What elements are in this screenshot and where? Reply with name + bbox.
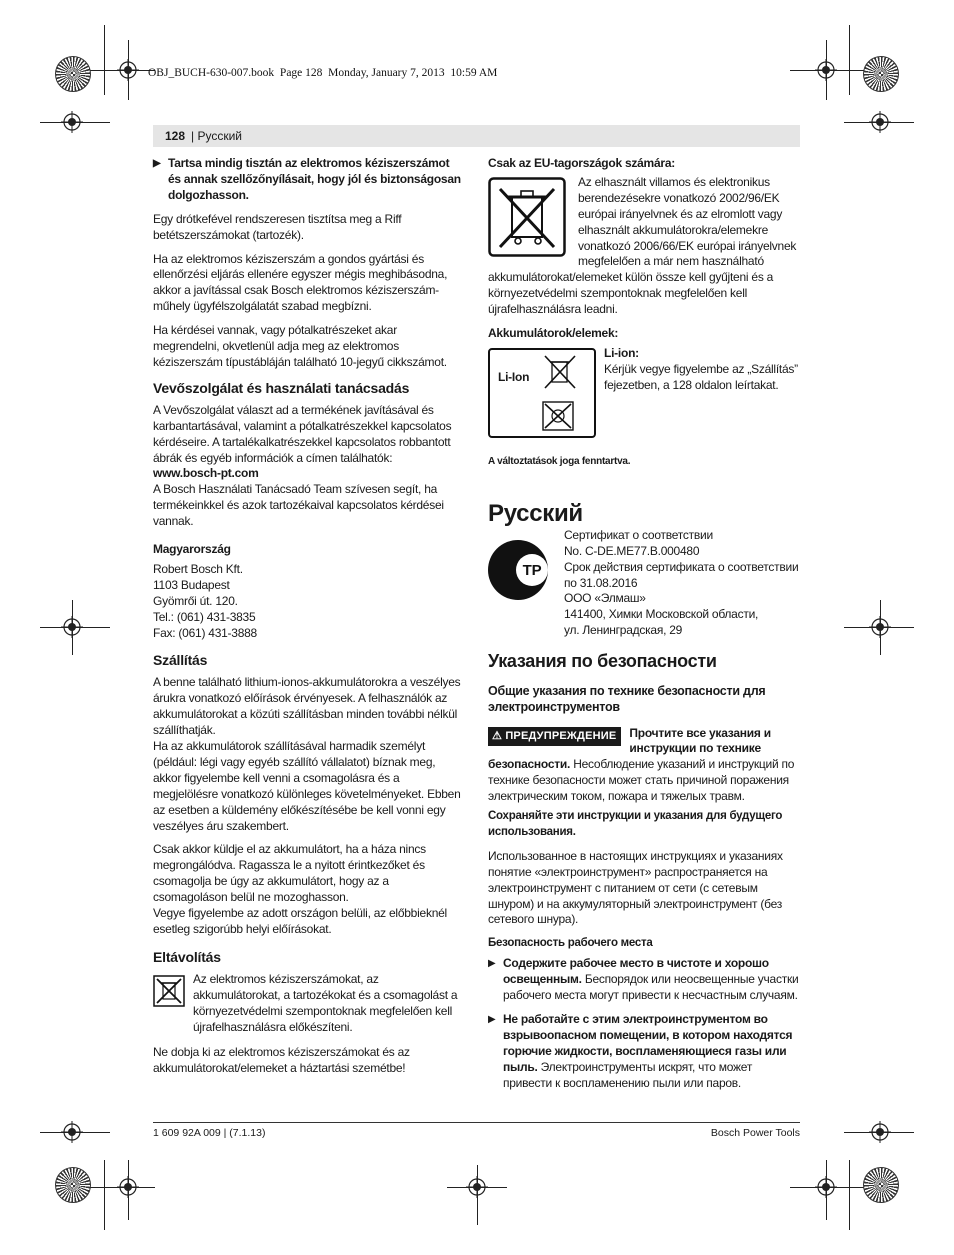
paragraph: Csak akkor küldje el az akkumulátort, ha a háza nincs megrongálódva. Ragassza le a nyitott érintkezőket és csomagolja be úgy az akkumulátort, hogy az a csomagoláson belül ne mozoghasson. — [153, 842, 426, 905]
disposal-block — [153, 972, 465, 1036]
registration-mark-icon — [466, 1176, 488, 1198]
warning-badge: ⚠ ПРЕДУПРЕЖДЕНИЕ — [488, 727, 621, 747]
list-item: ▶ Tartsa mindig tisztán az elektromos kéziszerszámot és annak szellőzőnyílásait, hogy jól és biztonságosan dolgozhasson. — [153, 156, 461, 202]
registration-mark-icon — [117, 59, 139, 81]
page-header — [153, 125, 800, 147]
registration-mark-icon — [815, 59, 837, 81]
website-link[interactable]: www.bosch-pt.com — [153, 466, 259, 481]
color-target-icon — [55, 56, 91, 92]
paragraph: Az elhasznált villamos és elektronikus berendezésekre vonatkozó 2002/96/EK európai irányelvnek és az elromlott vagy elhasznált akkumulátorokra/elemekre vonatkozó 2006/66/EK európai irányelvnek megfelelően a már nem használható akkumulátorokat/elemeket külön össze kell gyűjteni és a környezetvédelmi szempontoknak megfelelően kell újrafelhasználásra leadni. — [488, 174, 797, 317]
address-line: Robert Bosch Kft. — [153, 561, 243, 576]
subsection-heading: Общие указания по технике безопасности для электроинструментов — [488, 683, 766, 714]
svg-text:ТР: ТР — [522, 561, 542, 579]
crossed-bin-icon — [540, 353, 580, 393]
arrow-right-icon: ▶ — [488, 958, 496, 970]
footer-divider — [153, 1122, 800, 1123]
page-number: 128 — [165, 129, 186, 143]
registration-mark-icon — [61, 616, 83, 638]
paragraph: Kérjük vegye figyelembe az „Szállítás” fejezetben, a 128 oldalon leírtakat. — [604, 361, 798, 392]
registration-mark-icon — [869, 1121, 891, 1143]
registration-mark-icon — [869, 616, 891, 638]
color-target-icon — [55, 1167, 91, 1203]
subsection-heading: Akkumulátorok/elemek: — [488, 326, 619, 341]
section-heading: Vevőszolgálat és használati tanácsadás — [153, 379, 410, 396]
certificate-block — [488, 528, 800, 640]
warning-paragraph: ⚠ ПРЕДУПРЕЖДЕНИЕ Прочтите все указания и инструкции по технике безопасности. Несоблюдение указаний и инструкций по технике безопасности может стать причиной поражения электрическим током, пожара и тяжелых травм. — [488, 725, 795, 804]
address-line: 1103 Budapest — [153, 577, 230, 592]
list-item: ▶ Содержите рабочее место в чистоте и хорошо освещенным. Беспорядок или неосвещенные участки рабочего места могут привести к несчастным случаям. — [488, 956, 799, 1003]
subsection-heading: Безопасность рабочего места — [488, 937, 653, 950]
certificate-text: Сертификат о соответствии No. C-DE.ME77.B.000480 Срок действия сертификата о соответствии по 31.08.2016 ООО «Элмаш» 141400, Химки Московской области, ул. Ленинградская, 29 — [564, 527, 799, 638]
weee-crossed-bin-icon — [488, 177, 566, 257]
registration-mark-icon — [61, 111, 83, 133]
liion-heading: Li-ion: — [604, 345, 639, 360]
rights-note: A változtatások joga fenntartva. — [488, 455, 631, 467]
paragraph: Сохраняйте эти инструкции и указания для будущего использования. — [488, 810, 783, 838]
registration-mark-icon — [117, 1176, 139, 1198]
file-info: OBJ_BUCH-630-007.book Page 128 Monday, January 7, 2013 10:59 AM — [148, 67, 498, 79]
registration-mark-icon — [61, 1121, 83, 1143]
footer-right: Bosch Power Tools — [710, 1127, 800, 1139]
crossed-bin-icon — [153, 975, 185, 1007]
address-line: Gyömrői út. 120. — [153, 593, 238, 608]
liion-symbol — [488, 348, 596, 438]
paragraph: A benne található lithium-ionos-akkumulátorokra a veszélyes árukra vonatkozó előírások érvényesek. A felhasználók az akkumulátorokat a közúti szállításban minden további nélkül szállíthatják. — [153, 675, 461, 738]
list-item: ▶ Не работайте с этим электроинструментом во взрывоопасном помещении, в котором находятся горючие жидкости, воспламеняющиеся газы или пыль. Электроинструменты искрят, что может привести к воспламенению пыли или паров. — [488, 1012, 793, 1090]
paragraph: Vegye figyelembe az adott országon belüli, az előbbieknél esetleg szigorúbb helyi előírásokat. — [153, 906, 447, 936]
paragraph: Az elektromos kéziszerszámokat, az akkumulátorokat, a tartozékokat és a csomagolást a környezetvédelmi szempontoknak megfelelően kell újrafelhasználásra előkészíteni. — [193, 971, 458, 1034]
color-target-icon — [863, 1167, 899, 1203]
subsection-heading: Magyarország — [153, 542, 231, 557]
arrow-right-icon: ▶ — [153, 158, 161, 169]
paragraph: A Vevőszolgálat választ ad a termékének javításával és karbantartásával, valamint a pótalkatrészekkel kapcsolatos kérdéseire. A tartalékalkatrészekkel kapcsolatos robbantott ábrák és egyéb információk a címen találhatók: — [153, 402, 452, 465]
paragraph: Egy drótkefével rendszeresen tisztítsa meg a Riff betétszerszámokat (tartozék). — [153, 211, 402, 242]
footer-left: 1 609 92A 009 | (7.1.13) — [153, 1127, 266, 1139]
section-heading: Szállítás — [153, 652, 208, 669]
section-heading: Указания по безопасности — [488, 650, 717, 671]
color-target-icon — [863, 56, 899, 92]
language-section-title: Русский — [488, 499, 583, 527]
address-line: Fax: (061) 431-3888 — [153, 625, 257, 640]
left-column — [153, 156, 465, 1085]
paragraph: Ne dobja ki az elektromos kéziszerszámokat és az akkumulátorokat/elemeket a háztartási szemétbe! — [153, 1045, 410, 1076]
registration-mark-icon — [869, 111, 891, 133]
registration-mark-icon — [815, 1176, 837, 1198]
section-heading: Eltávolítás — [153, 948, 221, 965]
eu-block — [488, 175, 800, 318]
paragraph: A Bosch Használati Tanácsadó Team szívesen segít, ha termékeinkkel és azok tartozékaival kapcsolatos kérdései vannak. — [153, 482, 444, 529]
liion-label: Li-Ion — [498, 369, 530, 384]
arrow-right-icon: ▶ — [488, 1014, 496, 1025]
subsection-heading: Csak az EU-tagországok számára: — [488, 156, 675, 170]
recycle-battery-icon — [542, 401, 574, 431]
paragraph: Ha az akkumulátorok szállításával harmadik személyt (például: légi vagy egyéb szállító vállalatot) bíznak meg, akkor figyelembe kell venni a csomagolásra és a megjelölésre vonatkozó különleges követelményeket. Ebben az esetben a küldemény előkészítésébe be kell vonni egy veszélyes áru szakembert. — [153, 739, 461, 833]
address-line: Tel.: (061) 431-3835 — [153, 609, 256, 624]
header-language: | Русский — [191, 129, 242, 143]
paragraph: Использованное в настоящих инструкциях и указаниях понятие «электроинструмент» распространяется на электроинструмент с питанием от сети (с сетевым шнуром) и на аккумуляторный электроинструмент (без сетевого шнура). — [488, 848, 783, 927]
liion-text-block — [604, 346, 800, 394]
paragraph: Ha kérdései vannak, vagy pótalkatrészeket akar megrendelni, okvetlenül adja meg az elektromos kéziszerszám típustábláján található 10-jegyű cikkszámot. — [153, 323, 447, 369]
warning-triangle-icon: ⚠ — [492, 729, 503, 742]
eac-certification-mark-icon — [488, 538, 558, 602]
right-column — [488, 156, 800, 1100]
battery-block — [488, 346, 800, 438]
paragraph: Ha az elektromos kéziszerszám a gondos gyártási és ellenőrzési eljárás ellenére egyszer mégis meghibásodna, akkor a javítással csak Bosch elektromos kéziszerszám-műhely ügyfélszolgálatát szabad megbízni. — [153, 251, 448, 314]
